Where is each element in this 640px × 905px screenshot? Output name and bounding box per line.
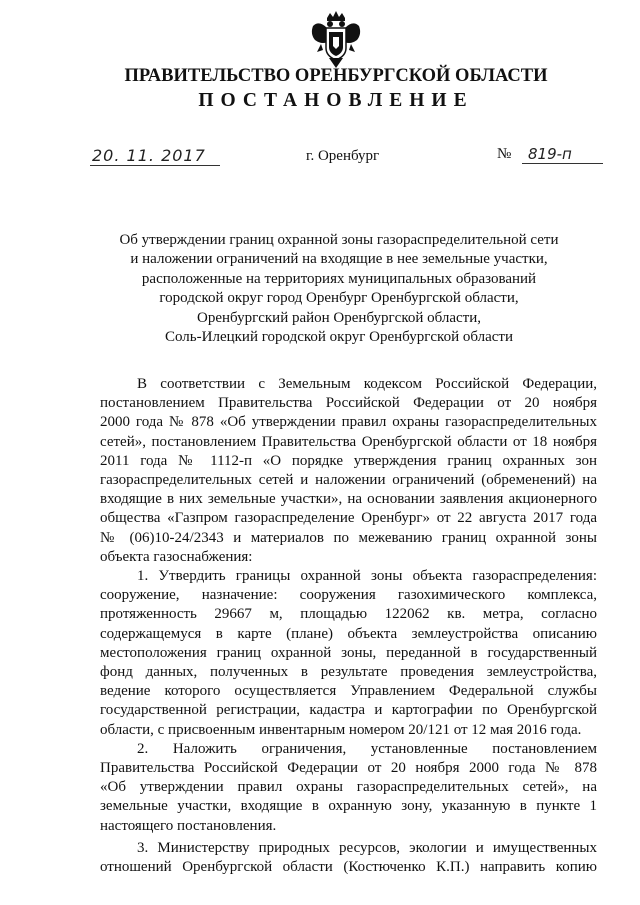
- body-line: постановлением Правительства Российской Федерации от 20 ноября: [100, 395, 597, 412]
- coat-of-arms-emblem: [305, 10, 367, 70]
- body-line: Правительства Российской Федерации от 20 ноября 2000 года № 878: [100, 760, 597, 777]
- body-line: объекта газоснабжения:: [100, 548, 253, 565]
- item-1-paragraph: [100, 567, 597, 740]
- body-line: настоящего постановления.: [100, 817, 277, 834]
- body-line: фонд данных, полученных в результате проведения землеустройства,: [100, 664, 597, 681]
- document-number: 819-п: [522, 145, 603, 164]
- body-line: отношений Оренбургской области (Костюченко К.П.) направить копию: [100, 859, 597, 876]
- organization-title: ПРАВИТЕЛЬСТВО ОРЕНБУРГСКОЙ ОБЛАСТИ: [124, 66, 548, 86]
- body-line: местоположения границ охранной зоны, переданной в государственный: [100, 644, 597, 661]
- body-line: 1. Утвердить границы охранной зоны объекта газораспределения:: [137, 568, 597, 585]
- body-line: содержащемуся в карте (плане) объекта землеустройства описанию: [100, 625, 597, 642]
- document-date: 20. 11. 2017: [90, 146, 220, 166]
- document-body: [100, 375, 597, 877]
- preamble-paragraph: [100, 375, 597, 567]
- item-2-paragraph: [100, 740, 597, 836]
- item-3-paragraph: [100, 839, 597, 877]
- body-line: 3. Министерству природных ресурсов, экологии и имущественных: [137, 839, 597, 856]
- body-line: 2000 года № 878 «Об утверждении правил охраны газораспределительных: [100, 414, 597, 431]
- document-subject: [0, 231, 640, 347]
- body-line: протяженность 29667 м, площадью 122062 кв. метра, согласно: [100, 606, 597, 623]
- subject-line: городской округ город Оренбург Оренбургской области,: [159, 290, 519, 307]
- number-label: №: [497, 146, 512, 162]
- body-line: земельные участки, входящие в охранную зону, указанную в пункте 1: [100, 798, 597, 815]
- body-line: сетей», постановлением Правительства Оренбургской области от 18 ноября: [100, 433, 597, 450]
- body-line: ведение которого осуществляется Управлением Федеральной службы: [100, 683, 597, 700]
- body-line: «Об утверждении правил охраны газораспределительных сетей», на: [100, 779, 597, 796]
- body-line: 2. Наложить ограничения, установленные постановлением: [137, 740, 597, 757]
- document-city: г. Оренбург: [306, 148, 380, 164]
- subject-line: Оренбургский район Оренбургской области,: [196, 309, 482, 326]
- body-line: государственной регистрации, кадастра и картографии по Оренбургской: [100, 702, 597, 719]
- subject-line: Соль-Илецкий городской округ Оренбургской области: [165, 329, 513, 346]
- subject-line: и наложении ограничений на входящие в нее земельные участки,: [130, 251, 548, 268]
- subject-line: Об утверждении границ охранной зоны газораспределительной сети: [119, 232, 559, 248]
- body-line: области, с присвоенным инвентарным номером 20/121 от 12 мая 2016 года.: [100, 721, 582, 738]
- subject-line: расположенные на территориях муниципальных образований: [141, 270, 537, 287]
- body-line: общества «Газпром газораспределение Оренбург» от 22 августа 2017 года: [100, 510, 597, 527]
- body-line: № (06)10-24/2343 и материалов по межеванию границ охранной зоны: [100, 529, 597, 546]
- body-line: 2011 года № 1112-п «О порядке утверждения границ охранных зон: [100, 452, 597, 469]
- body-line: сооружение, назначение: сооружения газохимического комплекса,: [100, 587, 597, 604]
- body-line: газораспределительных сетей и наложении ограничений (обременений) на: [100, 472, 597, 489]
- document-type: ПОСТАНОВЛЕНИЕ: [198, 90, 474, 111]
- body-line: В соответствии с Земельным кодексом Российской Федерации,: [137, 376, 597, 392]
- body-line: входящие в них земельные участки», на основании заявления акционерного: [100, 491, 597, 508]
